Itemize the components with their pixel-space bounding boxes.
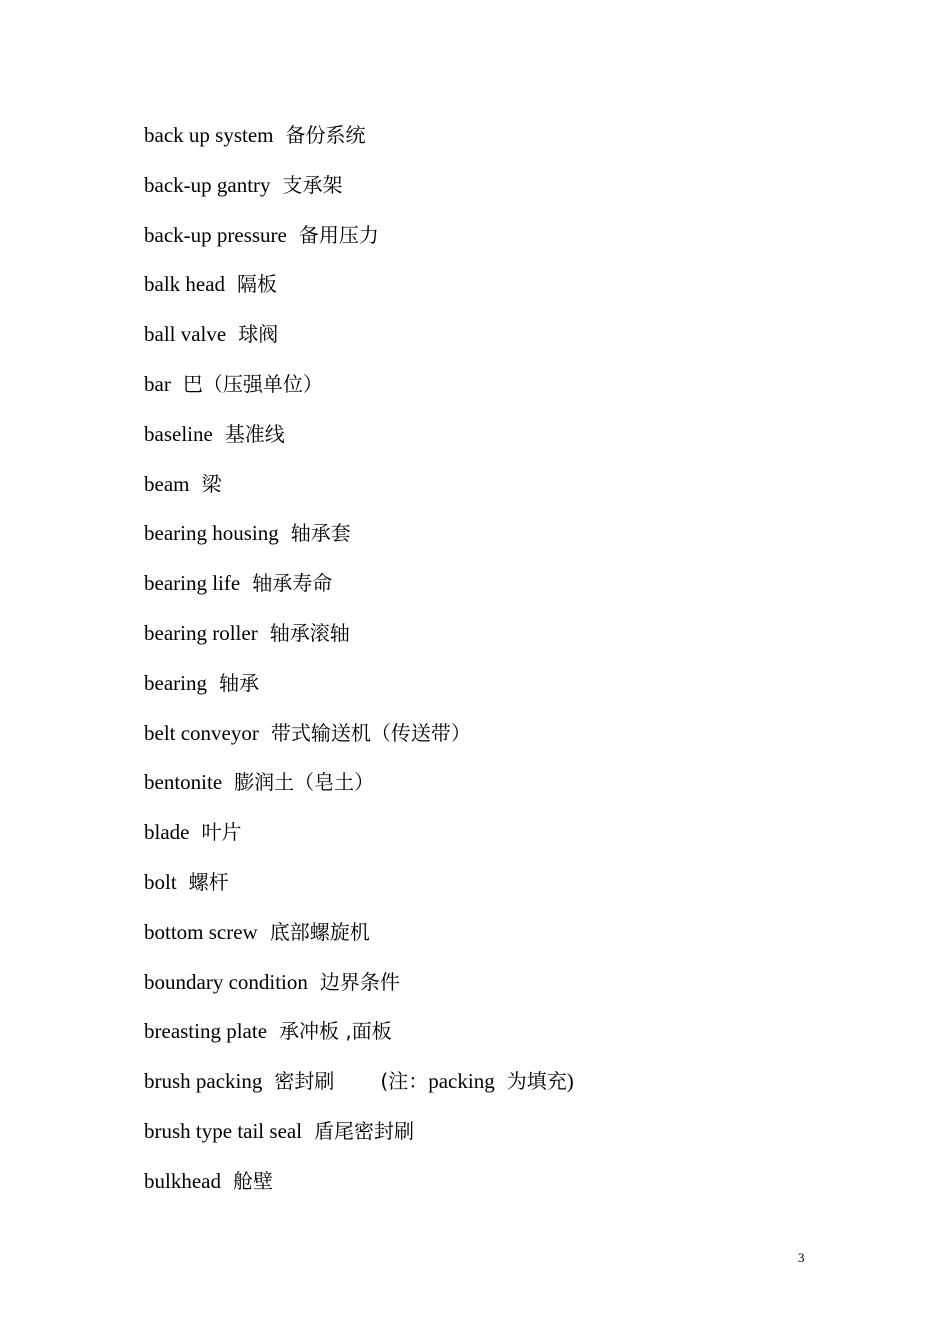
entry-translation: 梁: [201, 471, 222, 496]
entry-translation: 轴承滚轴: [269, 620, 350, 645]
glossary-entry: [144, 1065, 574, 1115]
entry-translation: 承冲板 ,面板: [279, 1019, 392, 1044]
glossary-entry: [144, 318, 574, 368]
entry-translation: 轴承套: [290, 521, 351, 546]
glossary-entry: [144, 169, 574, 219]
entry-term: bulkhead: [144, 1168, 221, 1193]
entry-term: bearing housing: [144, 521, 279, 546]
note-translation: 为填充: [506, 1069, 567, 1094]
entry-term: boundary condition: [144, 969, 308, 994]
entry-term: back up system: [144, 123, 274, 147]
glossary-entry: [144, 468, 574, 518]
glossary-entry: [144, 517, 574, 567]
glossary-list: [144, 119, 574, 1215]
glossary-entry: [144, 667, 574, 717]
entry-term: brush packing: [144, 1069, 263, 1094]
entry-term: breasting plate: [144, 1019, 268, 1044]
glossary-entry: [144, 717, 574, 767]
entry-term: blade: [144, 820, 190, 845]
entry-term: baseline: [144, 421, 213, 446]
glossary-entry: [144, 219, 574, 269]
page-number: 3: [798, 1250, 805, 1265]
entry-translation: 边界条件: [319, 969, 400, 994]
entry-translation: 支承架: [282, 172, 343, 197]
glossary-entry: [144, 916, 574, 966]
glossary-entry: [144, 1015, 574, 1065]
entry-term: bolt: [144, 869, 177, 894]
glossary-entry: [144, 966, 574, 1016]
glossary-entry: [144, 1165, 574, 1215]
glossary-entry: [144, 866, 574, 916]
glossary-entry: [144, 567, 574, 617]
entry-translation: 轴承: [218, 670, 259, 695]
entry-term: back-up pressure: [144, 222, 287, 247]
entry-translation: 叶片: [201, 820, 242, 845]
entry-term: back-up gantry: [144, 172, 271, 197]
glossary-entry: [144, 766, 574, 816]
entry-translation: 隔板: [237, 272, 278, 297]
entry-translation: 基准线: [224, 421, 285, 446]
entry-translation: 密封刷: [274, 1069, 335, 1094]
entry-term: ball valve: [144, 322, 227, 347]
glossary-entry: [144, 1115, 574, 1165]
entry-translation: 球阀: [238, 322, 279, 347]
entry-term: bearing life: [144, 571, 241, 596]
glossary-entry: [144, 418, 574, 468]
entry-term: bar: [144, 371, 171, 396]
entry-translation: 备用压力: [298, 222, 379, 247]
entry-translation: 轴承寿命: [252, 571, 333, 596]
entry-translation: 舱壁: [232, 1168, 273, 1193]
entry-translation: 底部螺旋机: [269, 919, 370, 944]
entry-translation: 膨润土（皂土）: [234, 770, 375, 795]
note-open: (注：: [380, 1069, 429, 1094]
glossary-entry: [144, 268, 574, 318]
entry-term: brush type tail seal: [144, 1118, 303, 1143]
entry-translation: 盾尾密封刷: [314, 1118, 415, 1143]
entry-term: belt conveyor: [144, 720, 259, 745]
glossary-entry: [144, 816, 574, 866]
entry-term: bearing roller: [144, 620, 258, 645]
entry-term: balk head: [144, 272, 226, 297]
entry-term: bentonite: [144, 770, 223, 795]
glossary-entry: [144, 617, 574, 667]
entry-translation: 巴（压强单位）: [182, 371, 323, 396]
entry-translation: 带式输送机（传送带）: [270, 720, 471, 745]
entry-translation: 螺杆: [188, 869, 229, 894]
entry-translation: 备份系统: [285, 123, 366, 147]
note-close: ): [566, 1069, 574, 1094]
glossary-entry: [144, 368, 574, 418]
note-term: packing: [428, 1069, 495, 1094]
entry-term: bottom screw: [144, 919, 258, 944]
glossary-entry: [144, 119, 574, 169]
entry-note: [380, 1069, 573, 1093]
entry-term: beam: [144, 471, 190, 496]
entry-term: bearing: [144, 670, 207, 695]
